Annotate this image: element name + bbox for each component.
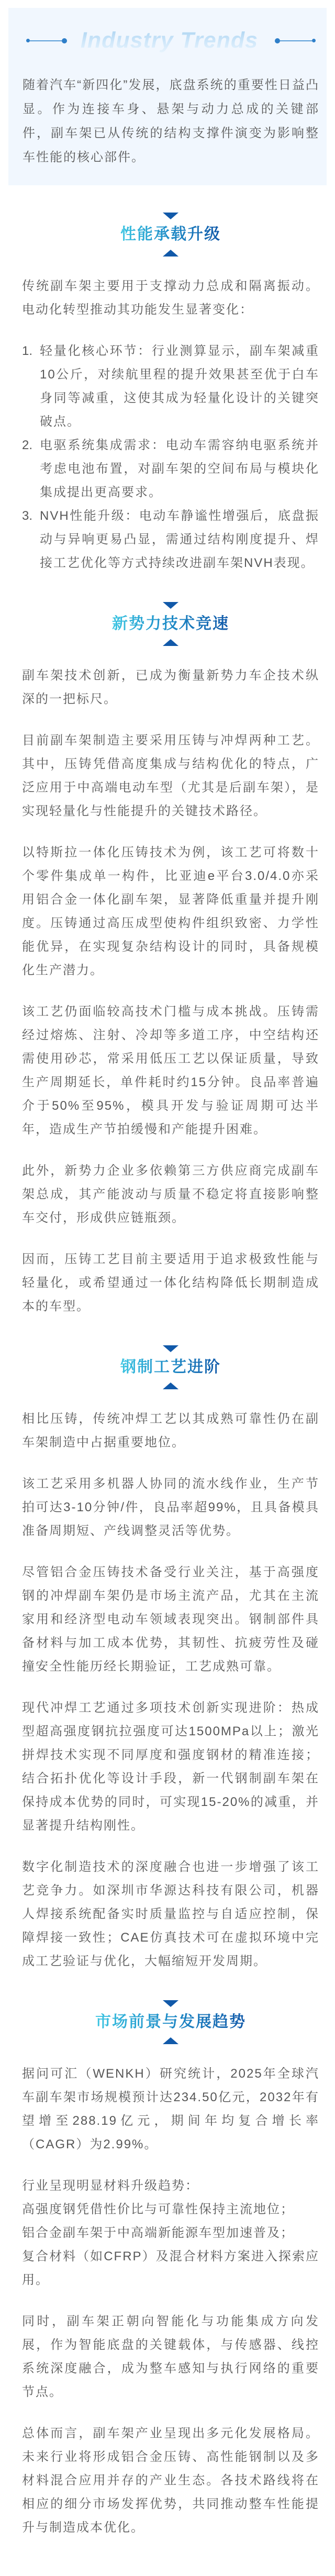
list-item: NVH性能升级：电动车静谧性增强后，底盘振动与异响更易凸显，需通过结构刚度提升、焊接工艺优化等方式持续改进副车架NVH表现。 [40,509,319,570]
paragraph: 相比压铸，传统冲焊工艺以其成熟可靠性仍在副车架制造中占据重要地位。 [22,1412,319,1449]
paragraph: 目前副车架制造主要采用压铸与冲焊两种工艺。其中，压铸凭借高度集成与结构优化的特点，广泛应用于中高端电动车型（尤其是后副车架），是实现轻量化与性能提升的关键技术路径。 [22,733,319,818]
paragraph: 尽管铝合金压铸技术备受行业关注，基于高强度钢的冲焊副车架仍是市场主流产品，尤其在主流家用和经济型电动车领域表现突出。钢制部件具备材料与加工成本优势，其韧性、抗疲劳性及碰撞安全性能历经长期验证，工艺成熟可靠。 [22,1565,319,1674]
trend-line: 复合材料（如CFRP）及混合材料方案进入探索应用。 [22,2249,319,2287]
paragraph: 该工艺采用多机器人协同的流水线作业，生产节拍可达3-10分钟/件，良品率超99%，且具备模具准备周期短、产线调整灵活等优势。 [22,1477,319,1538]
triangle-up-icon [163,250,178,257]
intro-paragraph: 随着汽车“新四化”发展，底盘系统的重要性日益凸显。作为连接车身、悬架与动力总成的关键部件，副车架已从传统的结构支撑件演变为影响整车性能的核心部件。 [23,78,319,164]
paragraph: 传统副车架主要用于支撑动力总成和隔离振动。电动化转型推动其功能发生显著变化： [22,279,319,317]
page-title: Industry Trends [81,28,261,53]
section-heading-steel [22,1345,319,1389]
paragraph: 现代冲焊工艺通过多项技术创新实现进阶：热成型超高强度钢抗拉强度可达1500MPa以上；激光拼焊技术实现不同厚度和强度钢材的精准连接；结合拓扑优化等设计手段，新一代钢制副车架在保持成本优势的同时，可实现15-20%的减重，并显著提升结构刚性。 [22,1701,319,1833]
article-header [23,28,319,53]
triangle-down-icon [163,2000,178,2007]
trend-line: 铝合金副车架于中高端新能源车型加速普及； [22,2226,294,2240]
dot-icon [26,39,30,42]
title-decoration-right [275,38,316,43]
divider-line [280,40,312,41]
paragraph: 此外，新势力企业多依赖第三方供应商完成副车架总成，其产能波动与质量不稳定将直接影响整车交付，形成供应链瓶颈。 [22,1164,319,1225]
triangle-up-icon [163,1382,178,1389]
section-title: 市场前景与发展趋势 [95,2012,246,2033]
trend-line: 行业呈现明显材料升级趋势： [22,2179,199,2193]
paragraph: 数字化制造技术的深度融合也进一步增强了该工艺竞争力。如深圳市华源达科技有限公司，机器人焊接系统配备实时质量监控与自适应控制，保障焊接一致性；CAE仿真技术可在虚拟环境中完成工艺验证与优化，大幅缩短开发周期。 [22,1860,319,1968]
intro-card [8,8,327,185]
paragraph: 因而，压铸工艺目前主要适用于追求极致性能与轻量化，或希望通过一体化结构降低长期制造成本的车型。 [22,1252,319,1313]
trend-lines [22,2174,319,2292]
paragraph: 该工艺仍面临较高技术门槛与成本挑战。压铸需经过熔炼、注射、冷却等多道工序，中空结构还需使用砂芯，常采用低压工艺以保证质量，导致生产周期延长，单件耗时约15分钟。良品率普遍介于50%至95%，模具开发与验证周期可达半年，造成生产节拍缓慢和产能提升困难。 [22,1005,319,1136]
triangle-down-icon [163,1345,178,1352]
list-item: 电驱系统集成需求：电动车需容纳电驱系统并考虑电池布置，对副车架的空间布局与模块化集成提出更高要求。 [40,438,319,499]
section-title: 钢制工艺进阶 [120,1357,221,1378]
paragraph: 同时，副车架正朝向智能化与功能集成方向发展，作为智能底盘的关键载体，与传感器、线控系统深度融合，成为整车感知与执行网络的重要节点。 [22,2314,319,2399]
section-title: 性能承载升级 [120,224,221,245]
dot-icon [62,38,67,43]
divider-line [30,40,62,41]
triangle-down-icon [163,602,178,609]
triangle-up-icon [163,639,178,646]
paragraph: 副车架技术创新，已成为衡量新势力车企技术纵深的一把标尺。 [22,668,319,706]
list-item: 轻量化核心环节：行业测算显示，副车架减重10公斤，对续航里程的提升效果甚至优于白车身同等减重，这使其成为轻量化设计的关键突破点。 [40,344,319,429]
title-decoration-left [26,38,67,43]
paragraph: 据问可汇（WENKH）研究统计，2025年全球汽车副车架市场规模预计达234.50亿元，2032年有望增至288.19亿元，期间年均复合增长率（CAGR）为2.99%。 [22,2067,319,2151]
section-heading-market [22,2000,319,2044]
triangle-down-icon [163,213,178,219]
article-body [0,213,335,2576]
dot-icon [275,38,280,43]
triangle-up-icon [163,2037,178,2044]
section-heading-newforces [22,602,319,646]
section-heading-performance [22,213,319,257]
paragraph: 以特斯拉一体化压铸技术为例，该工艺可将数十个零件集成单一构件，比亚迪e平台3.0/4.0亦采用铝合金一体化副车架，显著降低重量并提升刚度。压铸通过高压成型使构件组织致密、力学性能优异，在实现复杂结构设计的同时，具备规模化生产潜力。 [22,845,319,977]
dot-icon [312,39,316,42]
numbered-list [22,339,319,575]
trend-line: 高强度钢凭借性价比与可靠性保持主流地位； [22,2202,294,2216]
paragraph: 总体而言，副车架产业呈现出多元化发展格局。未来行业将形成铝合金压铸、高性能钢制以及多材料混合应用并存的产业生态。各技术路线将在相应的细分市场发挥优势，共同推动整车性能提升与制造成本优化。 [22,2426,319,2535]
section-title: 新势力技术竞速 [112,614,229,634]
